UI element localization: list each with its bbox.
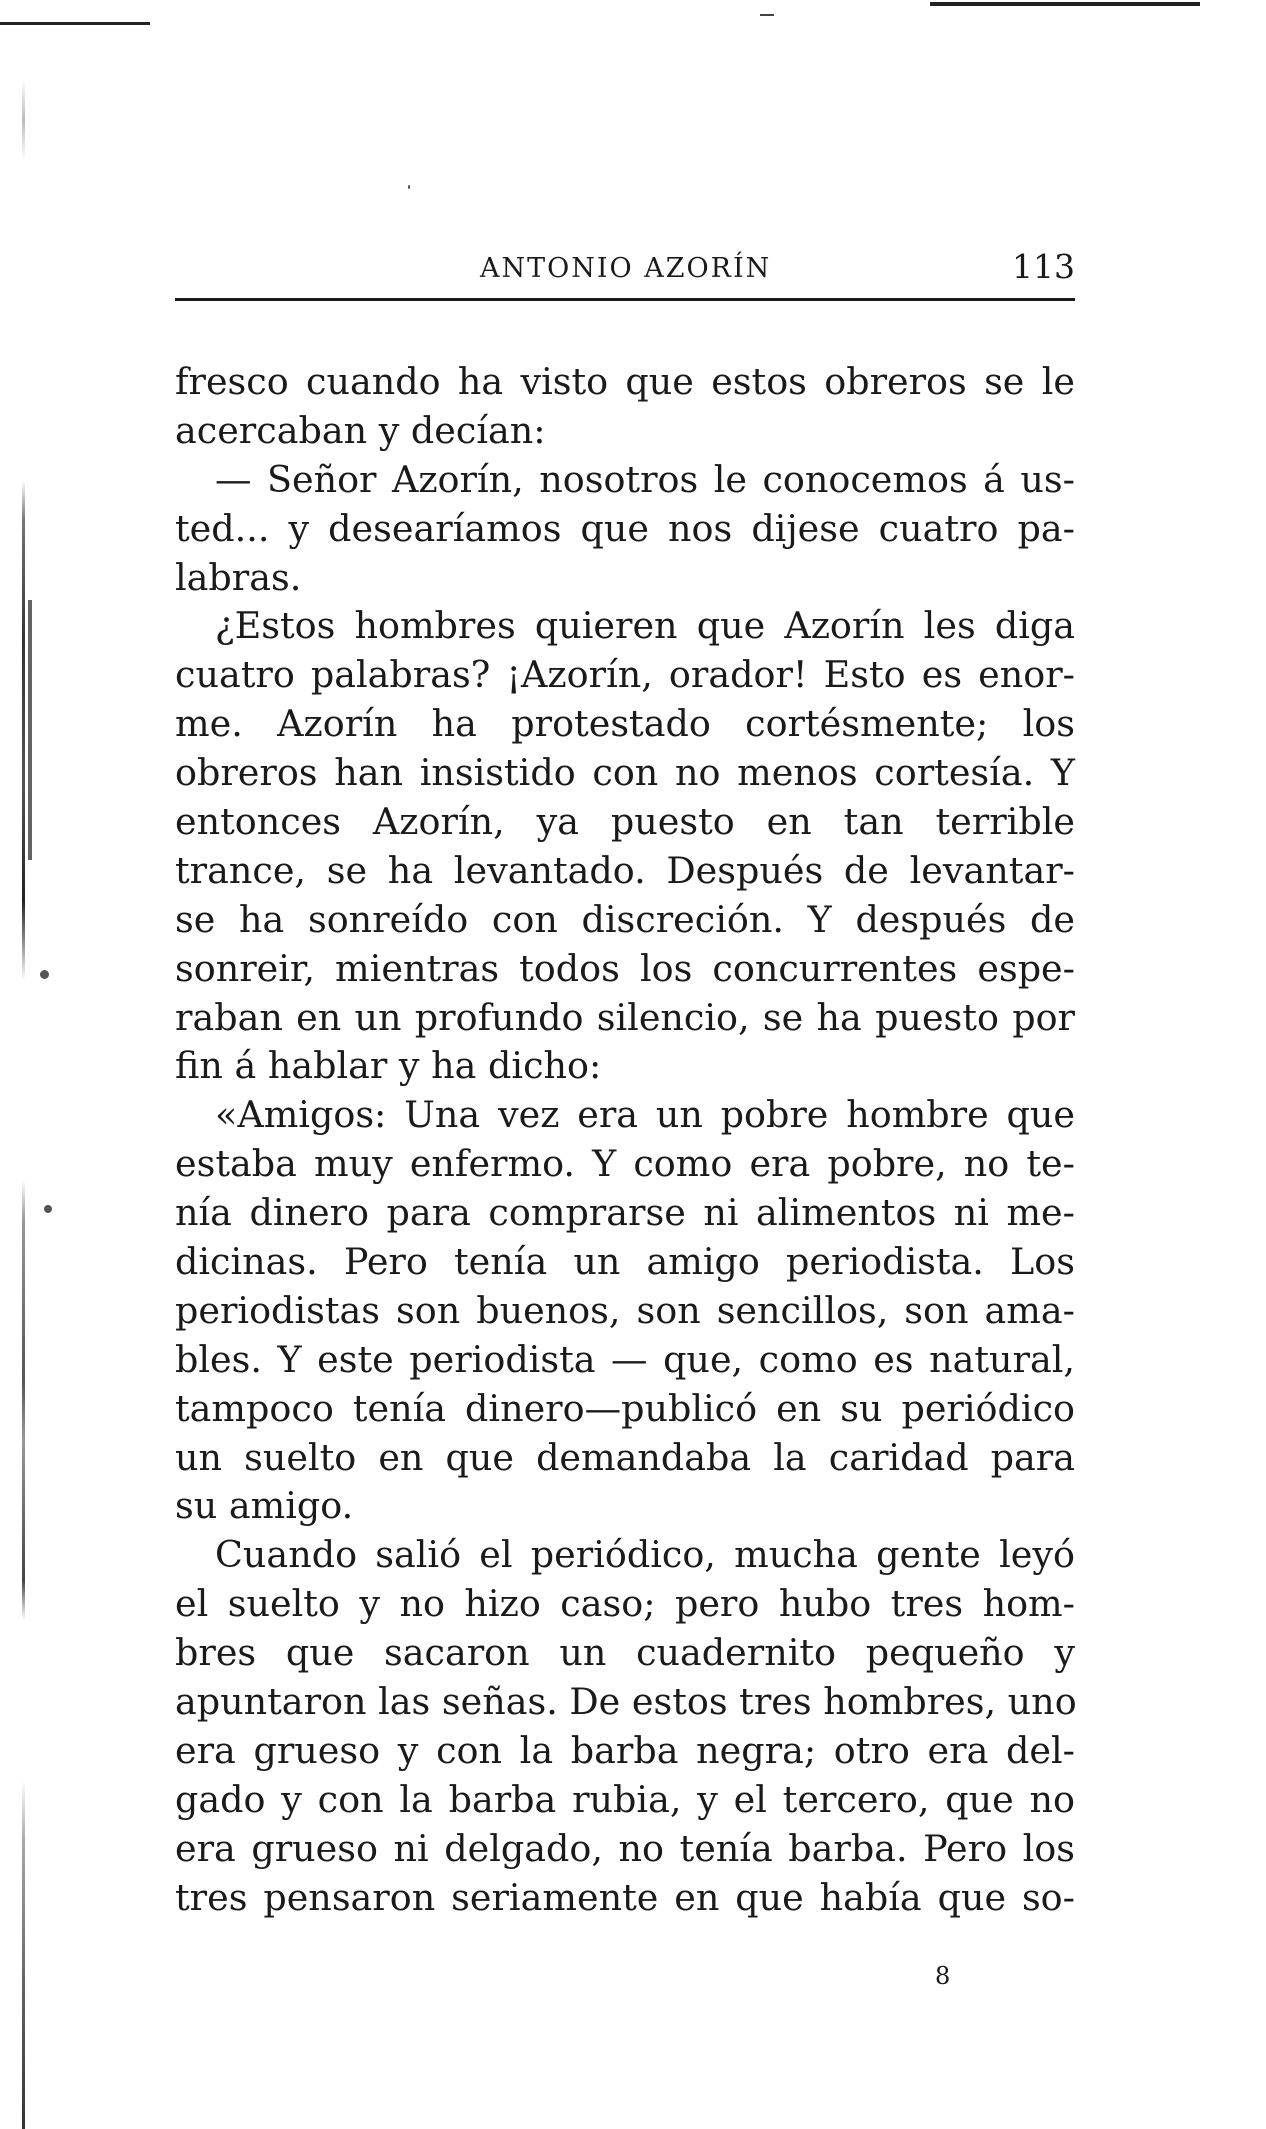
page-number: 113 — [1012, 247, 1075, 286]
text-line: nía dinero para comprarse ni alimentos ni me- — [175, 1191, 1075, 1235]
scan-speck — [40, 970, 49, 979]
text-line: labras. — [175, 555, 302, 599]
text-line: su amigo. — [175, 1484, 354, 1528]
text-line: obreros han insistido con no menos cortesía. Y — [175, 751, 1075, 795]
scan-artifact-line — [0, 22, 150, 25]
page-binding-edge — [28, 600, 32, 860]
signature-mark: 8 — [935, 1962, 951, 1990]
text-line: se ha sonreído con discreción. Y después de — [175, 897, 1075, 941]
text-line: estaba muy enfermo. Y como era pobre, no te- — [175, 1142, 1075, 1186]
text-line: era grueso y con la barba negra; otro era del- — [175, 1728, 1075, 1772]
scan-artifact-line — [760, 14, 774, 16]
text-line: un suelto en que demandaba la caridad para — [175, 1435, 1075, 1479]
text-line: Cuando salió el periódico, mucha gente leyó — [215, 1533, 1075, 1577]
text-line: apuntaron las señas. De estos tres hombres, uno — [175, 1680, 1077, 1724]
text-line: periodistas son buenos, son sencillos, son ama- — [175, 1288, 1075, 1332]
scan-speck — [44, 1205, 52, 1213]
text-line: me. Azorín ha protestado cortésmente; los — [175, 702, 1075, 746]
text-line: raban en un profundo silencio, se ha puesto por — [175, 995, 1075, 1039]
text-line: cuatro palabras? ¡Azorín, orador! Esto es enor- — [175, 653, 1075, 697]
text-line: — Señor Azorín, nosotros le conocemos á us- — [215, 457, 1075, 501]
page-header — [175, 245, 1075, 295]
page-binding-edge — [22, 80, 25, 2129]
text-line: sonreir, mientras todos los concurrentes espe- — [175, 946, 1075, 990]
text-line: ¿Estos hombres quieren que Azorín les diga — [215, 604, 1075, 648]
text-line: era grueso ni delgado, no tenía barba. Pero los — [175, 1826, 1075, 1870]
text-line: trance, se ha levantado. Después de levantar- — [175, 848, 1075, 892]
text-line: dicinas. Pero tenía un amigo periodista. Los — [175, 1240, 1075, 1284]
text-line: «Amigos: Una vez era un pobre hombre que — [215, 1093, 1075, 1137]
text-line: ted... y desearíamos que nos dijese cuatro pa- — [175, 506, 1075, 550]
text-line: gado y con la barba rubia, y el tercero, que no — [175, 1777, 1075, 1821]
text-line: bles. Y este periodista — que, como es natural, — [175, 1337, 1075, 1381]
text-line: fresco cuando ha visto que estos obreros se le — [175, 360, 1075, 403]
text-line: bres que sacaron un cuadernito pequeño y — [175, 1631, 1075, 1675]
running-title: ANTONIO AZORÍN — [480, 253, 772, 284]
text-line: fin á hablar y ha dicho: — [175, 1044, 602, 1088]
text-line: tres pensaron seriamente en que había que so- — [175, 1875, 1075, 1919]
text-line: acercaban y decían: — [175, 408, 546, 452]
text-line: tampoco tenía dinero—publicó en su periódico — [175, 1386, 1075, 1430]
text-line: el suelto y no hizo caso; pero hubo tres hom- — [175, 1582, 1075, 1626]
scan-artifact-line — [930, 2, 1200, 6]
scan-speck — [408, 185, 410, 189]
header-rule — [175, 298, 1075, 301]
body-text — [175, 358, 1075, 1923]
text-line: entonces Azorín, ya puesto en tan terrible — [175, 800, 1075, 844]
